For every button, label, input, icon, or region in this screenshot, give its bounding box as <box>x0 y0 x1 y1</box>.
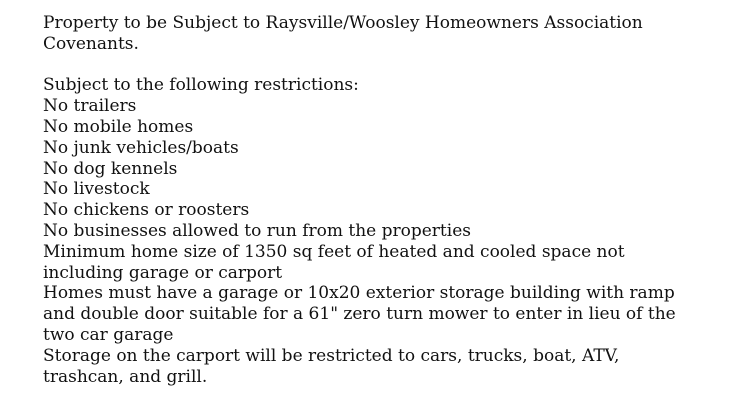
restrictions-intro: Subject to the following restrictions: <box>43 75 359 96</box>
carport-rule-line-1: Storage on the carport will be restricted to cars, trucks, boat, ATV, <box>43 345 620 366</box>
home-size-rule <box>43 242 723 284</box>
garage-rule-line-2: and double door suitable for a 61" zero turn mower to enter in lieu of the <box>43 304 676 325</box>
heading-line-1: Property to be Subject to Raysville/Woosley Homeowners Association <box>43 13 643 33</box>
restriction-item: No dog kennels <box>43 158 178 179</box>
home-size-line-2: including garage or carport <box>43 262 283 283</box>
paragraph-spacer <box>43 55 723 76</box>
restriction-item: No businesses allowed to run from the properties <box>43 220 471 241</box>
covenants-document <box>43 13 723 387</box>
restriction-item: No livestock <box>43 179 150 200</box>
garage-rule-line-1: Homes must have a garage or 10x20 exterior storage building with ramp <box>43 283 675 304</box>
restriction-item: No mobile homes <box>43 116 194 137</box>
restriction-item: No trailers <box>43 96 137 117</box>
restriction-item: No chickens or roosters <box>43 200 250 221</box>
garage-rule <box>43 283 723 345</box>
home-size-line-1: Minimum home size of 1350 sq feet of heated and cooled space not <box>43 241 625 262</box>
carport-rule <box>43 346 723 388</box>
restriction-item: No junk vehicles/boats <box>43 137 239 158</box>
carport-rule-line-2: trashcan, and grill. <box>43 366 208 387</box>
heading-line-2: Covenants. <box>43 33 139 54</box>
garage-rule-line-3: two car garage <box>43 324 174 345</box>
restrictions-list <box>43 96 723 242</box>
